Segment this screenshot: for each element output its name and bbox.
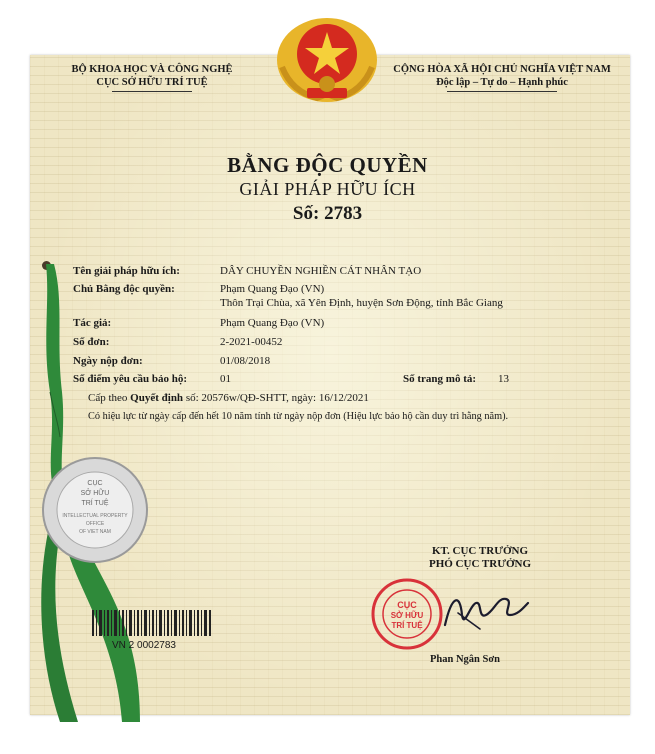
issuer-header	[42, 63, 262, 92]
author-label: Tác giả:	[73, 317, 112, 329]
national-emblem-icon	[272, 12, 382, 104]
stamp-line2: SỞ HỮU	[390, 611, 424, 620]
description-pages-label: Số trang mô tả:	[403, 373, 477, 385]
handwritten-signature	[440, 585, 530, 635]
stamp-line1: CỤC	[397, 600, 417, 610]
filing-date: 01/08/2018	[220, 355, 271, 367]
validity-statement: Có hiệu lực từ ngày cấp đến hết 10 năm tính từ ngày nộp đơn (Hiệu lực bảo hộ cần duy trì hằng năm).	[88, 411, 509, 422]
state-header	[382, 63, 622, 92]
owner-name: Phạm Quang Đạo (VN)	[220, 283, 325, 295]
stamp-line3: TRÍ TUỆ	[391, 621, 423, 630]
signatory-line1: KT. CỤC TRƯỞNG	[431, 545, 529, 557]
state-motto: Độc lập – Tự do – Hạnh phúc	[436, 77, 568, 88]
barcode	[92, 610, 212, 636]
seal-inner-line2: SỞ HỮU	[80, 490, 110, 497]
signatory-line2: PHÓ CỤC TRƯỞNG	[428, 558, 532, 570]
claims-value: 01	[220, 373, 231, 385]
header-right-underline	[447, 91, 557, 92]
office-name: CỤC SỞ HỮU TRÍ TUỆ	[96, 77, 208, 88]
signatory-title	[400, 545, 560, 571]
certificate-number: Số: 2783	[292, 203, 363, 224]
solution-name-label: Tên giải pháp hữu ích:	[73, 265, 180, 277]
state-name: CỘNG HÒA XÃ HỘI CHỦ NGHĨA VIỆT NAM	[393, 64, 611, 75]
red-official-stamp	[370, 577, 444, 651]
issuance-decision: Cấp theo Quyết định số: 20576w/QĐ-SHTT, ngày: 16/12/2021	[88, 392, 369, 404]
solution-name-value: DÂY CHUYỀN NGHIỀN CÁT NHÂN TẠO	[220, 265, 422, 277]
owner-address: Thôn Trại Chùa, xã Yên Định, huyện Sơn Động, tỉnh Bắc Giang	[220, 297, 503, 309]
seal-inner-line1: CỤC	[87, 480, 103, 487]
application-label: Số đơn:	[73, 336, 110, 348]
author-value: Phạm Quang Đạo (VN)	[220, 317, 325, 329]
application-number: 2-2021-00452	[220, 336, 283, 348]
certificate-subtitle: GIẢI PHÁP HỮU ÍCH	[239, 179, 416, 199]
embossed-seal	[40, 455, 150, 565]
certificate-title: BẰNG ĐỘC QUYỀN	[227, 153, 428, 177]
seal-inner-line5: OFFICE	[85, 521, 105, 527]
signatory-name: Phan Ngân Sơn	[430, 654, 501, 665]
seal-inner-line4: INTELLECTUAL PROPERTY	[62, 513, 128, 519]
owner-label: Chủ Bằng độc quyền:	[73, 283, 175, 295]
description-pages-value: 13	[498, 373, 509, 385]
claims-label: Số điểm yêu cầu bảo hộ:	[73, 373, 187, 385]
barcode-number: VN 2 0002783	[112, 640, 176, 651]
filing-date-label: Ngày nộp đơn:	[73, 355, 143, 367]
ministry-name: BỘ KHOA HỌC VÀ CÔNG NGHỆ	[71, 64, 233, 75]
header-left-underline	[112, 91, 192, 92]
seal-inner-line3: TRÍ TUỆ	[81, 500, 109, 507]
seal-inner-line6: OF VIET NAM	[79, 529, 111, 535]
